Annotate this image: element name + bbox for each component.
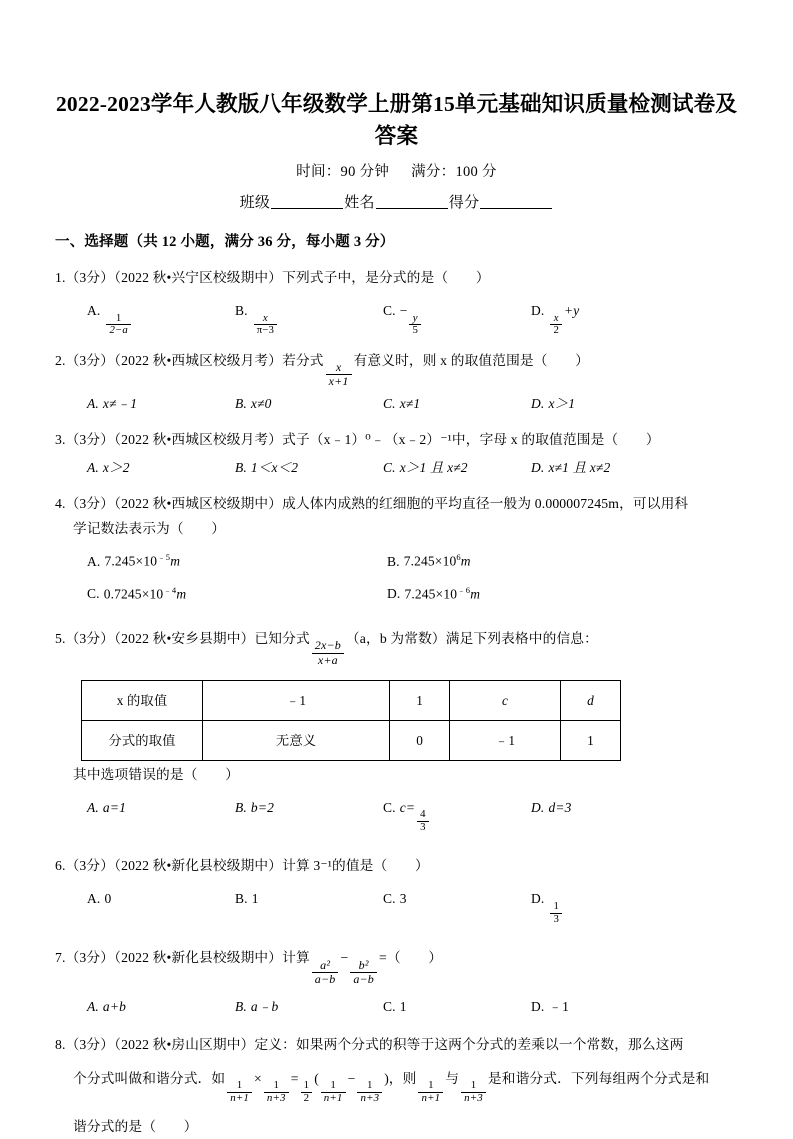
q1c-minus: − (399, 303, 408, 318)
q8-points: （3分） (65, 1036, 115, 1052)
q1a-num: 1 (106, 313, 131, 326)
q3b-text: 1＜x＜2 (250, 460, 299, 476)
q7-frac-b-den: a−b (353, 971, 374, 986)
q5-row2-cell1: 无意义 (203, 720, 390, 760)
q2-option-a[interactable]: A. x≠﹣1 (87, 396, 138, 412)
question-8-stem-line3: 谐分式的是（ ） (73, 1119, 198, 1134)
question-7 (55, 945, 738, 1018)
q4a-unit: m (170, 553, 181, 569)
q8-source: （2022 秋•房山区期中） (114, 1036, 255, 1052)
question-2-options (55, 392, 738, 416)
q5c-den: 3 (420, 820, 426, 833)
q4-option-b[interactable]: B. $7.245\times 10^6m$ (387, 552, 471, 569)
q5d-text: d=3 (548, 799, 572, 815)
q4d-mantissa: 7.245×10 (404, 586, 458, 602)
q3-option-a[interactable]: A. x＞2 (87, 460, 130, 476)
q4c-mantissa: 0.7245×10 (103, 586, 164, 602)
q5-row2-cell3: ﹣1 (450, 720, 561, 760)
q1d-den: 2 (553, 324, 559, 337)
q6-text: 计算 3⁻¹的值是（ ） (282, 858, 429, 874)
q8-f2-num: 1 (264, 1080, 289, 1093)
q3-points: （3分） (65, 432, 115, 448)
class-label: 班级 (239, 195, 271, 211)
student-id-line (55, 192, 738, 214)
q4-source: （2022 秋•西城区校级期中） (114, 496, 283, 512)
question-7-stem (55, 945, 738, 985)
q7-number: 7. (55, 950, 66, 966)
question-5-table (81, 680, 621, 761)
q7-option-c[interactable]: C. 1 (383, 998, 407, 1014)
q8-l2-pre: 个分式叫做和谐分式．如 (73, 1070, 226, 1086)
q4d-exponent: ﹣6 (457, 584, 471, 595)
q2a-text: x≠﹣1 (102, 396, 138, 412)
q5b-text: b=2 (250, 799, 274, 815)
q1-number: 1. (55, 270, 66, 285)
question-5-after-table: 其中选项错误的是（ ） (73, 766, 240, 782)
q8-number: 8. (55, 1036, 66, 1052)
q2-text-pre: 若分式 (282, 352, 324, 368)
q1d-tail: +y (564, 303, 580, 318)
q8-l2-mid: ，则 (388, 1070, 417, 1086)
q5-text-post: （a，b 为常数）满足下列表格中的信息： (345, 631, 598, 647)
q8-f4-num: 1 (357, 1080, 382, 1093)
q4b-exponent: 6 (456, 552, 461, 563)
q7a-text: a+b (102, 998, 126, 1014)
q1-text: 下列式子中，是分式的是（ ） (282, 270, 490, 285)
q6d-den: 3 (553, 912, 559, 925)
q8-f1-den: n+1 (230, 1092, 250, 1105)
question-3-options (55, 456, 738, 480)
q5a-text: a=1 (102, 799, 126, 815)
q4a-exponent: ﹣5 (157, 552, 171, 563)
q5-number: 5. (55, 631, 66, 647)
q7c-text: 1 (399, 998, 407, 1014)
q3-option-b[interactable]: B. 1＜x＜2 (235, 460, 299, 476)
q2-option-b[interactable]: B. x≠0 (235, 396, 272, 412)
q1d-num: x (550, 313, 562, 326)
q6-source: （2022 秋•新化县校级期中） (114, 858, 283, 874)
q8-f1-num: 1 (227, 1080, 252, 1093)
q8-paren-open: ( (314, 1070, 319, 1086)
q2-text-post: 有意义时，则 x 的取值范围是（ ） (353, 352, 590, 368)
q8-f4-den: n+3 (360, 1092, 380, 1105)
q7-minus: − (340, 950, 349, 966)
q5-option-b[interactable]: B. b=2 (235, 799, 274, 815)
q4-option-d[interactable]: D. $7.245\times 10^{﹣6}m$ (387, 584, 481, 602)
q4-text-line1: 成人体内成熟的红细胞的平均直径一般为 0.000007245m，可以用科 (282, 496, 689, 512)
q3-source: （2022 秋•西城区校级月考） (114, 432, 283, 448)
question-6-options (55, 887, 738, 925)
q8-times: × (254, 1070, 262, 1086)
q3-number: 3. (55, 432, 66, 448)
q1b-den: π−3 (256, 324, 275, 337)
q5-row2-cell2: 0 (390, 720, 450, 760)
q7-source: （2022 秋•新化县校级期中） (114, 950, 283, 966)
exam-meta (55, 161, 738, 183)
q4a-mantissa: 7.245×10 (104, 553, 158, 569)
q2d-text: x＞1 (548, 396, 576, 412)
q1b-num: x (254, 313, 277, 326)
q6-option-c[interactable]: C. 3 (383, 891, 407, 907)
q8-paren-close: ) (384, 1070, 389, 1086)
q8-f2-den: n+3 (266, 1092, 286, 1105)
q1-option-d[interactable]: D. $\frac{x}{2}$ +y (531, 303, 580, 337)
score-blank[interactable] (480, 195, 552, 209)
q7-frac-a-num: a² (312, 959, 339, 973)
q7-option-b[interactable]: B. a﹣b (235, 998, 279, 1014)
question-3-stem (55, 427, 738, 452)
name-blank[interactable] (376, 195, 448, 209)
q6-option-a[interactable]: A. 0 (87, 891, 112, 907)
q8-l2-post: 是和谐分式．下列每组两个分式是和 (487, 1070, 710, 1086)
q5-points: （3分） (65, 631, 115, 647)
q4d-unit: m (470, 586, 481, 602)
q7-frac-b-num: b² (350, 959, 377, 973)
q5-option-c[interactable]: C. c= $\frac{4}{3}$ (383, 796, 531, 834)
table-row (82, 720, 621, 760)
class-blank[interactable] (271, 195, 343, 209)
q7-text-pre: 计算 (282, 950, 310, 966)
question-1-stem (55, 265, 738, 290)
question-2 (55, 348, 738, 416)
exam-total-score: 满分：100 分 (411, 164, 497, 180)
q7b-text: a﹣b (250, 998, 279, 1014)
q5-row1-cell2: 1 (390, 680, 450, 720)
q3-text: 式子（x﹣1）⁰﹣（x﹣2）⁻¹中，字母 x 的取值范围是（ ） (282, 432, 660, 448)
question-1 (55, 265, 738, 337)
question-4-options-row1 (55, 545, 738, 574)
page-title: 2022-2023学年人教版八年级数学上册第15单元基础知识质量检测试卷及答案 (55, 92, 738, 148)
question-5-stem (55, 626, 738, 666)
q1-option-a[interactable]: A. $\frac{1}{2-a}$ (87, 299, 235, 337)
q5-row2-header: 分式的取值 (82, 720, 203, 760)
q8-eq: = (290, 1070, 299, 1086)
exam-time: 时间：90 分钟 (296, 164, 390, 180)
q7-points: （3分） (65, 950, 115, 966)
question-6-stem (55, 853, 738, 878)
question-4 (55, 491, 738, 606)
q4-points: （3分） (65, 496, 115, 512)
q3-option-c[interactable]: C. x＞1 且 x≠2 (383, 460, 468, 476)
q5-source: （2022 秋•安乡县期中） (114, 631, 255, 647)
q1-points: （3分） (65, 270, 115, 285)
q4b-mantissa: 7.245×10 (403, 553, 457, 569)
q6-points: （3分） (65, 858, 115, 874)
q7-option-a[interactable]: A. a+b (87, 998, 126, 1014)
question-4-stem (55, 491, 738, 516)
q2-number: 2. (55, 352, 66, 368)
q5c-pre: c= (399, 799, 416, 815)
q8-f6-num: 1 (461, 1080, 486, 1093)
q7-option-d[interactable]: D. ﹣1 (531, 998, 569, 1014)
q5-option-d[interactable]: D. d=3 (531, 799, 572, 815)
q3c-text: x＞1 且 x≠2 (399, 460, 468, 476)
q8-f6-den: n+3 (464, 1092, 483, 1105)
score-label: 得分 (448, 195, 480, 211)
question-8-stem-line1 (55, 1032, 738, 1057)
q4-number: 4. (55, 496, 66, 512)
q4-option-a[interactable]: A. $7.245\times 10^{﹣5}m$ (87, 552, 181, 569)
q4-option-c[interactable]: C. $0.7245\times 10^{﹣4}m$ (87, 584, 187, 602)
question-5 (55, 626, 738, 833)
q5-row1-header: x 的取值 (82, 680, 203, 720)
q8-half-den: 2 (303, 1092, 310, 1105)
q6-number: 6. (55, 858, 66, 874)
q8-f5-num: 1 (418, 1080, 443, 1093)
q1-option-c[interactable]: C. − $\frac{y}{5}$ (383, 299, 531, 337)
q2-frac-num: x (326, 361, 352, 375)
q1-option-b[interactable]: B. $\frac{x}{\pi-3}$ (235, 299, 383, 337)
q1c-den: 5 (412, 324, 419, 337)
question-6 (55, 853, 738, 925)
q7-frac-a-den: a−b (314, 971, 336, 986)
q6d-num: 1 (550, 901, 562, 914)
q1c-num: y (409, 313, 421, 326)
q2-option-d[interactable]: D. x＞1 (531, 396, 576, 412)
q1-source: （2022 秋•兴宁区校级期中） (114, 270, 283, 285)
q8-text-line1: 定义：如果两个分式的积等于这两个分式的差乘以一个常数，那么这两 (254, 1036, 684, 1052)
section-heading-choice: 一、选择题（共 12 小题，满分 36 分，每小题 3 分） (55, 234, 395, 250)
q5-row1-cell3: c (450, 680, 561, 720)
q6c-text: 3 (399, 891, 407, 907)
q3-option-d[interactable]: D. x≠1 且 x≠2 (531, 460, 611, 476)
table-row (82, 680, 621, 720)
q5-frac-num: 2x−b (312, 639, 344, 653)
q8-half-num: 1 (301, 1080, 313, 1093)
question-4-options-row2 (55, 578, 738, 607)
question-3 (55, 427, 738, 480)
question-1-options (55, 299, 738, 337)
q5-option-a[interactable]: A. a=1 (87, 799, 126, 815)
q4c-unit: m (176, 586, 187, 602)
q8-f3-num: 1 (321, 1080, 346, 1093)
q5c-num: 4 (417, 809, 429, 822)
question-4-stem-line2: 学记数法表示为（ ） (73, 521, 226, 537)
question-5-options (55, 796, 738, 834)
q6-option-b[interactable]: B. 1 (235, 891, 259, 907)
q5-row1-cell4: d (561, 680, 621, 720)
q6a-text: 0 (104, 891, 112, 907)
q8-minus: − (347, 1070, 356, 1086)
q8-f3-den: n+1 (323, 1092, 343, 1105)
question-8-stem-line2 (55, 1066, 738, 1105)
question-7-options (55, 995, 738, 1019)
q2-source: （2022 秋•西城区校级月考） (114, 352, 283, 368)
q1a-den: 2−a (109, 324, 128, 337)
q5-frac-den: x+a (317, 652, 338, 667)
q5-row2-cell4: 1 (561, 720, 621, 760)
q2-points: （3分） (65, 352, 115, 368)
q5-text-pre: 已知分式 (254, 631, 310, 647)
q6b-text: 1 (251, 891, 259, 907)
q3d-text: x≠1 且 x≠2 (548, 460, 611, 476)
q7-text-post: =（ ） (378, 950, 443, 966)
name-label: 姓名 (344, 195, 375, 211)
q8-with: 与 (445, 1070, 460, 1086)
q2-option-c[interactable]: C. x≠1 (383, 396, 421, 412)
q8-f5-den: n+1 (421, 1092, 441, 1105)
question-2-stem (55, 348, 738, 388)
q4c-exponent: ﹣4 (163, 584, 177, 595)
q4b-unit: m (460, 553, 471, 569)
q6-option-d[interactable]: D. $\frac{1}{3}$ (531, 887, 679, 925)
q2b-text: x≠0 (250, 396, 272, 412)
q7d-text: ﹣1 (548, 998, 569, 1014)
q2-frac-den: x+1 (328, 374, 349, 389)
q3a-text: x＞2 (102, 460, 130, 476)
question-8 (55, 1032, 738, 1139)
q2c-text: x≠1 (399, 396, 421, 412)
q5-row1-cell1: ﹣1 (203, 680, 390, 720)
